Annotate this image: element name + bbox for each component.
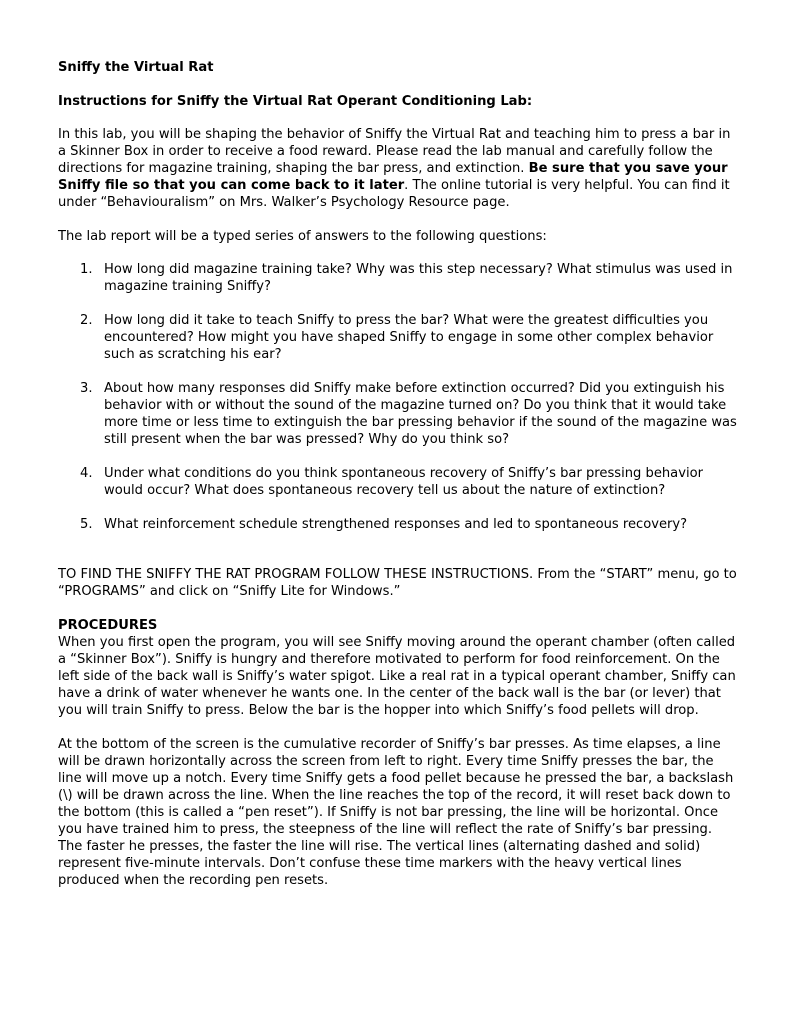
question-item bbox=[58, 261, 738, 295]
questions-list bbox=[58, 261, 738, 533]
question-number: 2. bbox=[80, 313, 93, 328]
question-number: 5. bbox=[80, 517, 93, 532]
intro-paragraph bbox=[58, 126, 738, 211]
procedures-paragraph-2: At the bottom of the screen is the cumulative recorder of Sniffy’s bar presses. As time elapses, a line will be drawn horizontally across the screen from left to right. Every time Sniffy presses the bar, the line will move up a notch. Every time Sniffy gets a food pellet because he pressed the bar, a backslash (\) will be drawn across the line. When the line reaches the top of the record, it will reset back down to the bottom (this is called a “pen reset”). If Sniffy is not bar pressing, the line will be horizontal. Once you have trained him to press, the steepness of the line will reflect the rate of Sniffy’s bar pressing. The faster he presses, the faster the line will rise. The vertical lines (alternating dashed and solid) represent five-minute intervals. Don’t confuse these time markers with the heavy vertical lines produced when the recording pen resets. bbox=[58, 737, 734, 888]
find-program-instructions: TO FIND THE SNIFFY THE RAT PROGRAM FOLLOW THESE INSTRUCTIONS. From the “START” menu, go to “PROGRAMS” and click on “Sniffy Lite for Windows.” bbox=[58, 567, 737, 599]
question-text: How long did magazine training take? Why was this step necessary? What stimulus was used in magazine training Sniffy? bbox=[104, 262, 733, 294]
question-number: 3. bbox=[80, 381, 93, 396]
document-title: Sniffy the Virtual Rat bbox=[58, 60, 214, 75]
procedures-heading: PROCEDURES bbox=[58, 618, 158, 633]
question-text: How long did it take to teach Sniffy to press the bar? What were the greatest difficulties you encountered? How might you have shaped Sniffy to engage in some other complex behavior such as scratching his ear? bbox=[104, 313, 714, 362]
question-number: 4. bbox=[80, 466, 93, 481]
question-item bbox=[58, 312, 738, 363]
question-item bbox=[58, 465, 738, 499]
question-item bbox=[58, 516, 738, 533]
intro-save-warning: Be sure that you save your Sniffy file so that you can come back to it later bbox=[58, 161, 728, 193]
document-page bbox=[58, 59, 738, 889]
question-number: 1. bbox=[80, 262, 93, 277]
intro-text-after: . The online tutorial is very helpful. You can find it under “Behaviouralism” on Mrs. Walker’s Psychology Resource page. bbox=[58, 178, 730, 210]
procedures-paragraph-1: When you first open the program, you will see Sniffy moving around the operant chamber (often called a “Skinner Box”). Sniffy is hungry and therefore motivated to perform for food reinforcement. On the left side of the back wall is Sniffy’s water spigot. Like a real rat in a typical operant chamber, Sniffy can have a drink of water whenever he wants one. In the center of the back wall is the bar (or lever) that you will train Sniffy to press. Below the bar is the hopper into which Sniffy’s food pellets will drop. bbox=[58, 635, 736, 718]
questions-lead: The lab report will be a typed series of answers to the following questions: bbox=[58, 229, 547, 244]
intro-text-before: In this lab, you will be shaping the behavior of Sniffy the Virtual Rat and teaching him to press a bar in a Skinner Box in order to receive a food reward. Please read the lab manual and carefully follow the directions for magazine training, shaping the bar press, and extinction. bbox=[58, 127, 731, 176]
question-text: What reinforcement schedule strengthened responses and led to spontaneous recovery? bbox=[104, 517, 688, 532]
question-text: Under what conditions do you think spontaneous recovery of Sniffy’s bar pressing behavior would occur? What does spontaneous recovery tell us about the nature of extinction? bbox=[104, 466, 703, 498]
lab-instructions-heading: Instructions for Sniffy the Virtual Rat Operant Conditioning Lab: bbox=[58, 94, 533, 109]
question-item bbox=[58, 380, 738, 448]
question-text: About how many responses did Sniffy make before extinction occurred? Did you extinguish his behavior with or without the sound of the magazine turned on? Do you think that it would take more time or less time to extinguish the bar pressing behavior if the sound of the magazine was still present when the bar was pressed? Why do you think so? bbox=[104, 381, 737, 447]
